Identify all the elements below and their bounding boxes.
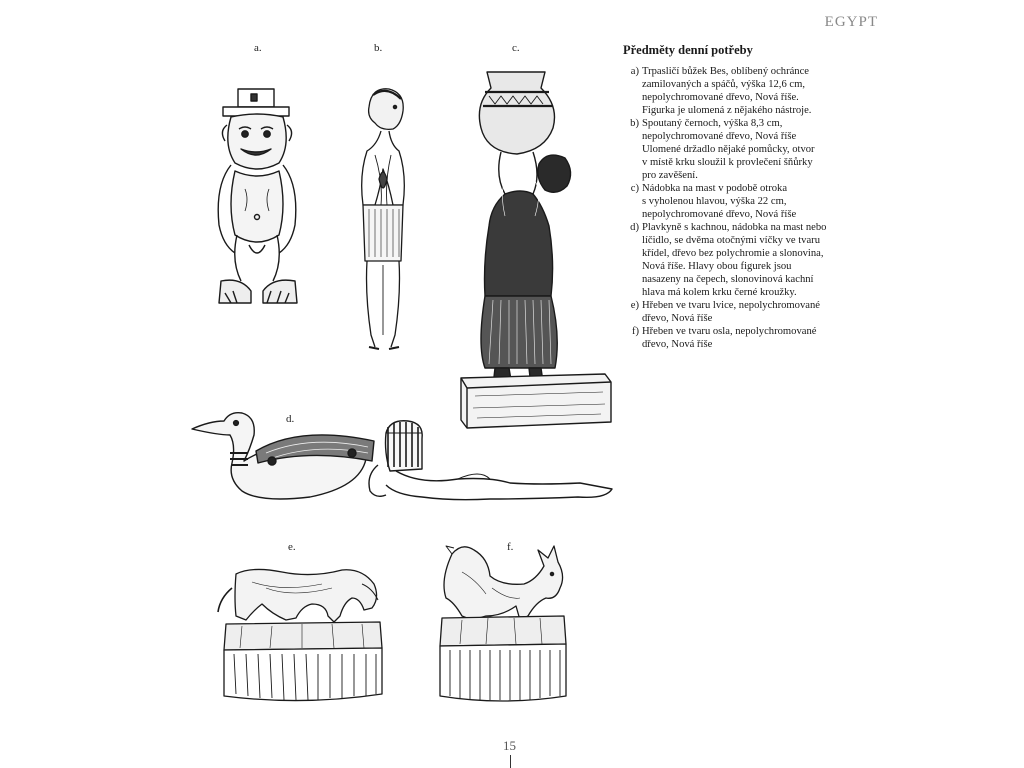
caption-item-c bbox=[627, 182, 855, 221]
caption-item-d bbox=[627, 221, 855, 299]
caption-text: Hřeben ve tvaru lvice, nepolychromované dřevo, Nová říše bbox=[642, 300, 820, 324]
caption-item-e bbox=[627, 299, 855, 325]
caption-list bbox=[627, 65, 855, 351]
caption-letter: d) bbox=[630, 222, 639, 233]
figure-label-a: a. bbox=[254, 42, 262, 54]
caption-title: Předměty denní potřeby bbox=[623, 43, 753, 57]
caption-letter: e) bbox=[630, 300, 639, 311]
bound-figure-illustration bbox=[345, 85, 415, 355]
caption-text: Spoutaný černoch, výška 8,3 cm, nepolychromované dřevo, Nová říše Ulomené držadlo nějaké pomůcky, otvor v místě krku sloužil k provlečení šňůrky pro zavěšení. bbox=[642, 118, 815, 181]
donkey-comb-illustration bbox=[432, 540, 576, 712]
caption-text: Hřeben ve tvaru osla, nepolychromované dřevo, Nová říše bbox=[642, 326, 817, 350]
caption-letter: c) bbox=[630, 183, 639, 194]
swimmer-with-duck-illustration bbox=[190, 405, 618, 513]
caption-item-a bbox=[627, 65, 855, 117]
figure-label-e: e. bbox=[288, 541, 296, 553]
page-number-rule bbox=[510, 755, 511, 768]
page-number: 15 bbox=[503, 738, 516, 753]
figure-label-c: c. bbox=[512, 42, 520, 54]
figure-label-f: f. bbox=[507, 541, 514, 553]
caption-letter: f) bbox=[631, 326, 639, 337]
caption-text: Trpasličí bůžek Bes, oblíbený ochránce zamilovaných a spáčů, výška 12,6 cm, nepolychromované dřevo, Nová říše. Figurka je ulomená z nějakého nástroje. bbox=[642, 66, 812, 116]
figure-label-d: d. bbox=[286, 413, 295, 425]
bes-figurine-illustration bbox=[205, 85, 310, 310]
caption-item-f bbox=[627, 325, 855, 351]
caption-text: Nádobka na mast v podobě otroka s vyholenou hlavou, výška 22 cm, nepolychromované dřevo, Nová říše bbox=[642, 183, 797, 220]
caption-letter: a) bbox=[630, 66, 639, 77]
servant-with-jar-illustration bbox=[455, 66, 615, 432]
running-head: EGYPT bbox=[824, 14, 878, 30]
lion-comb-illustration bbox=[212, 558, 392, 710]
caption-letter: b) bbox=[630, 118, 639, 129]
figure-label-b: b. bbox=[374, 42, 383, 54]
caption-text: Plavkyně s kachnou, nádobka na mast nebo líčidlo, se dvěma otočnými víčky ve tvaru křídel, dřevo bez polychromie a slonovina, Nová říše. Hlavy obou figurek jsou nasazeny na čepech, slonovinová kachní hlava má kolem krku černé kroužky. bbox=[642, 222, 827, 298]
caption-item-b bbox=[627, 117, 855, 182]
